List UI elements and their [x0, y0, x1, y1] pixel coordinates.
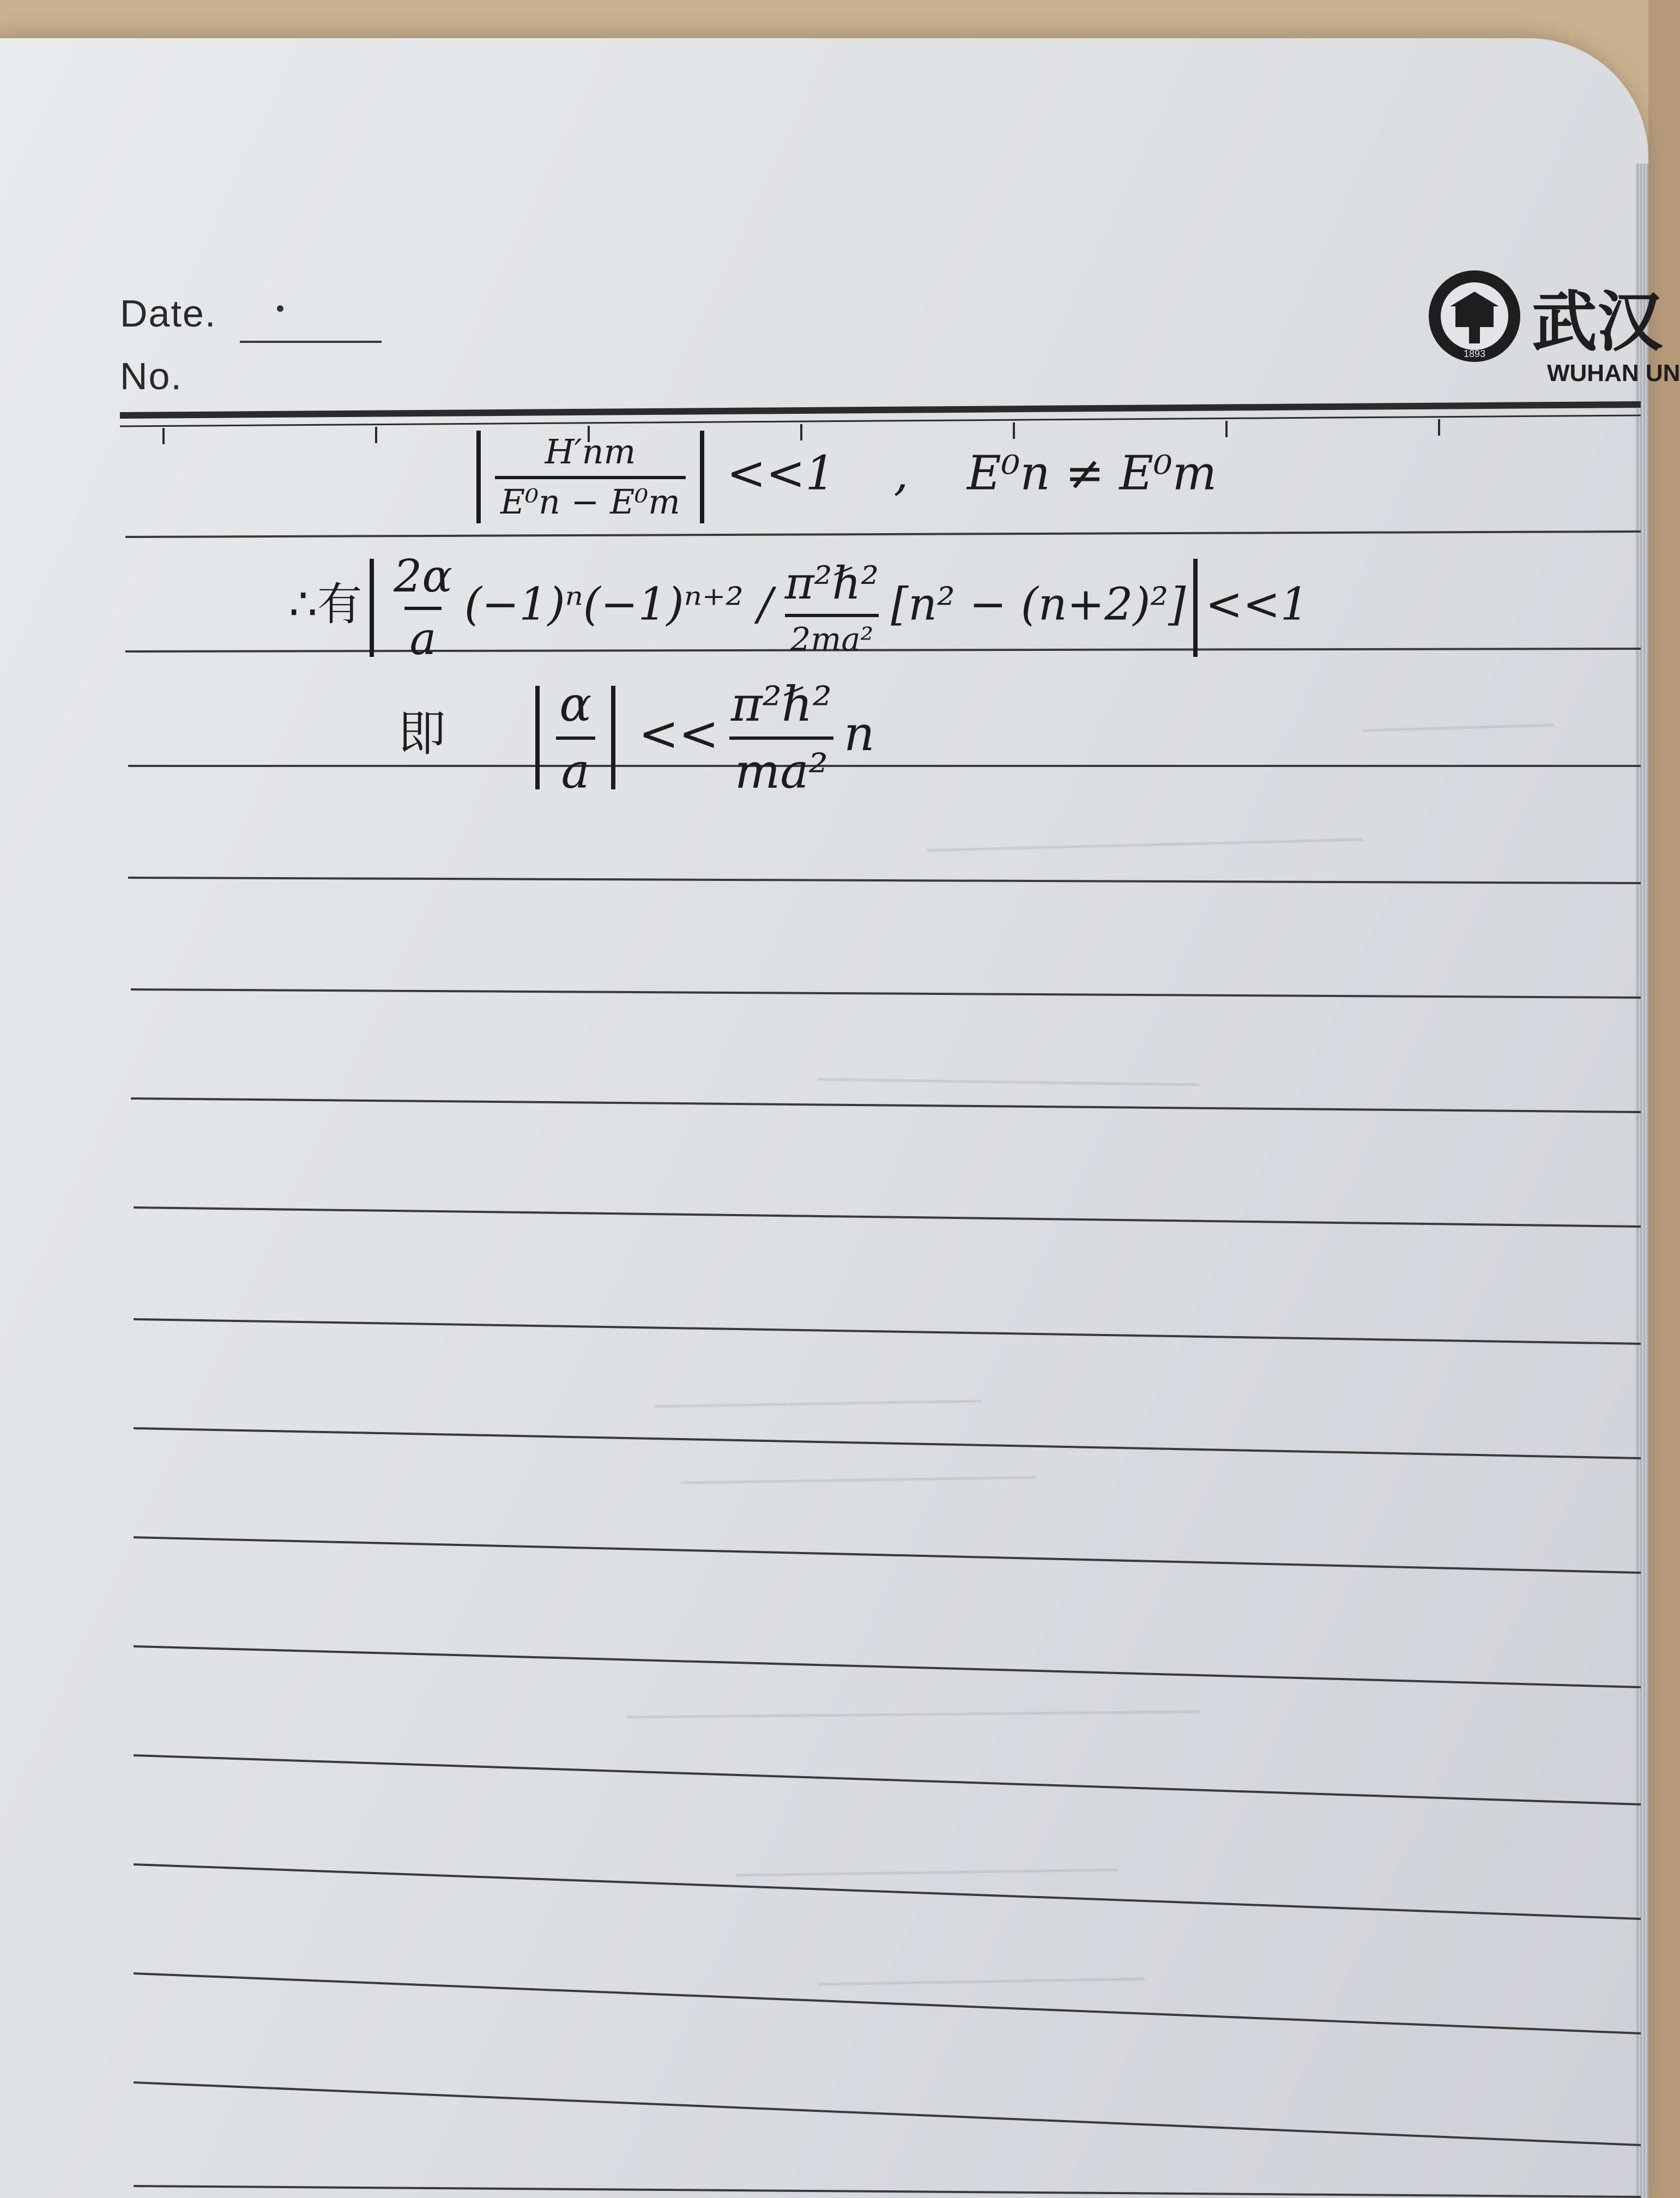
fraction-denominator: ma²: [729, 736, 833, 799]
date-dot: [277, 305, 283, 312]
fraction-denominator: a: [404, 607, 442, 665]
therefore-have: ∴有: [289, 578, 362, 631]
fraction-denominator: 2ma²: [785, 614, 879, 658]
abs-bar-right: [1193, 559, 1198, 657]
seal-year: 1893: [1463, 348, 1486, 359]
that-is: 即: [398, 705, 446, 762]
abs-bar-left: [370, 559, 374, 657]
fraction-alpha-over-a: [554, 676, 597, 799]
equation-line-1: [469, 431, 1217, 523]
separator-comma: ,: [893, 446, 909, 501]
abs-bar-right: [611, 686, 615, 789]
sign-factors: (−1)ⁿ(−1)ⁿ⁺² /: [464, 578, 773, 631]
fraction-2alpha-over-a: [388, 551, 458, 665]
fraction-energy-scale: [726, 676, 837, 799]
brand-english-name: WUHAN UN: [1547, 360, 1680, 387]
date-underline: [240, 341, 382, 343]
bracket-term: [n² − (n+2)²]: [891, 578, 1186, 631]
fraction-denominator: a: [556, 736, 595, 799]
abs-bar-left: [476, 431, 481, 523]
equation-line-3: [398, 676, 875, 799]
abs-bar-right: [700, 431, 704, 523]
university-seal-icon: [1425, 267, 1524, 365]
fraction-numerator: 2α: [394, 551, 452, 602]
fraction-numerator: α: [559, 676, 592, 732]
energy-condition: E⁰n ≠ E⁰m: [967, 446, 1217, 501]
equation-line-2: [289, 551, 1309, 665]
relation-much-less: <<1: [1205, 578, 1309, 631]
trailing-n: n: [843, 705, 875, 762]
fraction-energy-scale: [779, 558, 884, 658]
date-label: Date.: [120, 292, 217, 335]
brand-chinese-name: 武汉: [1532, 283, 1663, 360]
fraction-h-over-e: [495, 432, 686, 522]
abs-bar-left: [535, 686, 540, 789]
relation-much-less: <<: [638, 705, 719, 762]
fraction-numerator: H′nm: [545, 432, 636, 472]
fraction-denominator: E⁰n − E⁰m: [495, 476, 686, 522]
relation-much-less: <<1: [727, 446, 836, 501]
fraction-numerator: π²ℏ²: [784, 558, 879, 609]
fraction-numerator: π²ℏ²: [730, 676, 832, 732]
number-label: No.: [120, 355, 183, 397]
